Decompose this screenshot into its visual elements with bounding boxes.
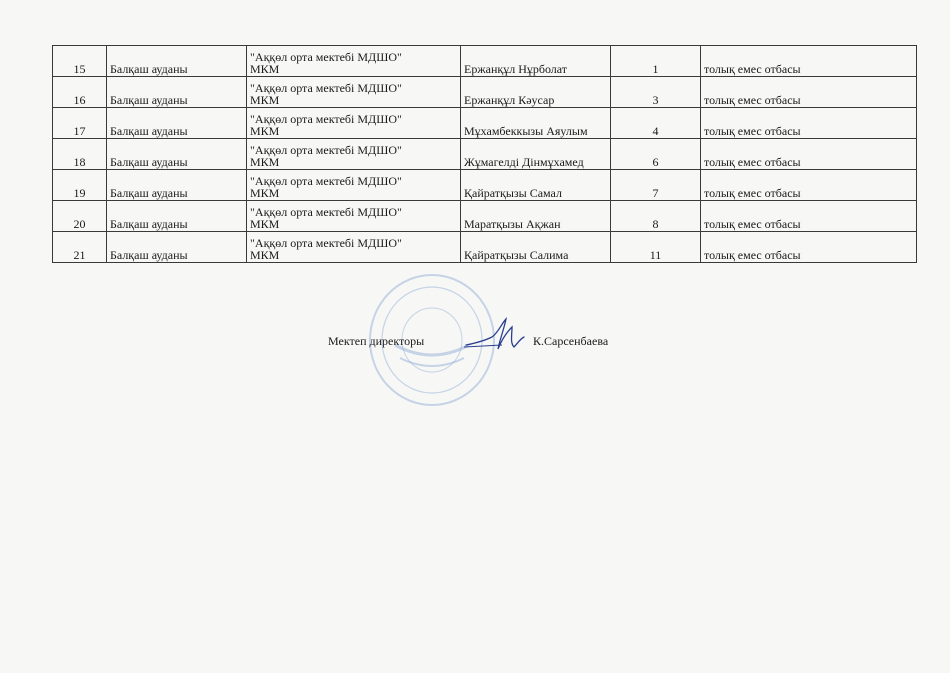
row-number: 15 [53, 46, 107, 77]
student-name-cell: Маратқызы Ақжан [461, 201, 611, 232]
students-table [52, 45, 917, 263]
school-cell [247, 201, 461, 232]
district-cell: Балқаш ауданы [107, 170, 247, 201]
family-status-cell: толық емес отбасы [701, 170, 917, 201]
school-type: МКМ [250, 155, 280, 169]
signature-block [0, 300, 950, 430]
family-status-cell: толық емес отбасы [701, 46, 917, 77]
school-type: МКМ [250, 186, 280, 200]
school-type: МКМ [250, 62, 280, 76]
family-status-cell: толық емес отбасы [701, 108, 917, 139]
district-cell: Балқаш ауданы [107, 139, 247, 170]
family-status-cell: толық емес отбасы [701, 201, 917, 232]
family-status-cell: толық емес отбасы [701, 139, 917, 170]
student-name-cell: Ержанқұл Кәусар [461, 77, 611, 108]
school-name: "Аққөл орта мектебі МДШО" [250, 174, 402, 188]
family-status-cell: толық емес отбасы [701, 232, 917, 263]
row-number: 16 [53, 77, 107, 108]
school-cell [247, 108, 461, 139]
school-type: МКМ [250, 248, 280, 262]
grade-cell: 3 [611, 77, 701, 108]
row-number: 19 [53, 170, 107, 201]
school-name: "Аққөл орта мектебі МДШО" [250, 50, 402, 64]
grade-cell: 8 [611, 201, 701, 232]
student-name-cell: Мұхамбеккызы Аяулым [461, 108, 611, 139]
school-name: "Аққөл орта мектебі МДШО" [250, 236, 402, 250]
school-type: МКМ [250, 217, 280, 231]
row-number: 21 [53, 232, 107, 263]
grade-cell: 4 [611, 108, 701, 139]
row-number: 18 [53, 139, 107, 170]
school-cell [247, 77, 461, 108]
student-name-cell: Жұмагелді Дінмұхамед [461, 139, 611, 170]
district-cell: Балқаш ауданы [107, 232, 247, 263]
family-status-cell: толық емес отбасы [701, 77, 917, 108]
grade-cell: 11 [611, 232, 701, 263]
student-name-cell: Қайратқызы Салима [461, 232, 611, 263]
school-type: МКМ [250, 93, 280, 107]
school-cell [247, 170, 461, 201]
table-row [53, 108, 917, 139]
student-name-cell: Ержанқұл Нұрболат [461, 46, 611, 77]
school-cell [247, 139, 461, 170]
school-cell [247, 46, 461, 77]
signature-icon [462, 315, 532, 355]
student-name-cell: Қайратқызы Самал [461, 170, 611, 201]
grade-cell: 7 [611, 170, 701, 201]
students-table-body [53, 46, 917, 263]
district-cell: Балқаш ауданы [107, 77, 247, 108]
school-type: МКМ [250, 124, 280, 138]
table-row [53, 201, 917, 232]
table-row [53, 77, 917, 108]
school-name: "Аққөл орта мектебі МДШО" [250, 81, 402, 95]
school-name: "Аққөл орта мектебі МДШО" [250, 143, 402, 157]
table-row [53, 232, 917, 263]
school-cell [247, 232, 461, 263]
grade-cell: 1 [611, 46, 701, 77]
district-cell: Балқаш ауданы [107, 46, 247, 77]
district-cell: Балқаш ауданы [107, 108, 247, 139]
table-row [53, 46, 917, 77]
grade-cell: 6 [611, 139, 701, 170]
school-name: "Аққөл орта мектебі МДШО" [250, 205, 402, 219]
row-number: 17 [53, 108, 107, 139]
district-cell: Балқаш ауданы [107, 201, 247, 232]
signatory-role: Мектеп директоры [328, 334, 425, 348]
signatory-name: К.Сарсенбаева [533, 334, 609, 348]
school-name: "Аққөл орта мектебі МДШО" [250, 112, 402, 126]
table-row [53, 139, 917, 170]
row-number: 20 [53, 201, 107, 232]
table-row [53, 170, 917, 201]
